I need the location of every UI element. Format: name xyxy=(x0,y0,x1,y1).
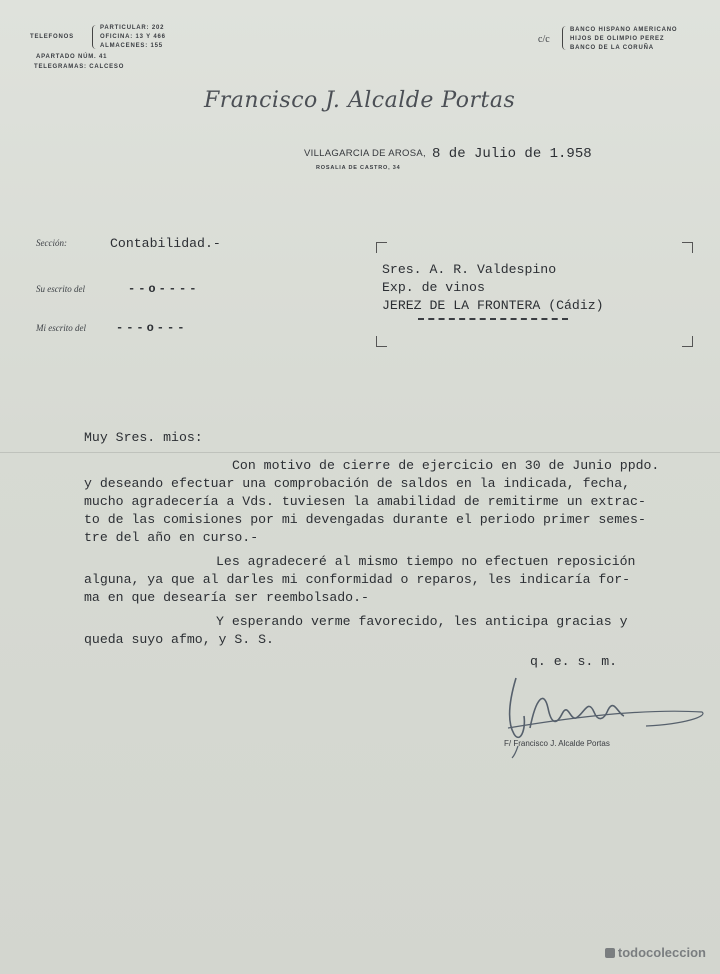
body-line-8: ma en que desearía ser reembolsado.- xyxy=(84,590,369,605)
body-line-9: Y esperando verme favorecido, les anticipa gracias y xyxy=(216,614,628,629)
phone-oficina: OFICINA: 13 Y 466 xyxy=(100,34,166,40)
body-line-2: y deseando efectuar una comprobación de saldos en la indicada, fecha, xyxy=(84,476,631,491)
apartado: APARTADO NÚM. 41 xyxy=(36,54,108,60)
recipient-city: JEREZ DE LA FRONTERA (Cádiz) xyxy=(382,298,604,313)
watermark-text: todocoleccion xyxy=(617,945,706,960)
body-line-10: queda suyo afmo, y S. S. xyxy=(84,632,274,647)
watermark-icon xyxy=(605,948,615,958)
company-name: Francisco J. Alcalde Portas xyxy=(204,88,516,113)
address-corner-bl xyxy=(376,336,387,347)
telefonos-label: TELEFONOS xyxy=(30,34,74,40)
telegramas: TELEGRAMAS: CALCESO xyxy=(34,64,125,70)
recipient-business: Exp. de vinos xyxy=(382,280,485,295)
body-line-7: alguna, ya que al darles mi conformidad o reparos, les indicaría for- xyxy=(84,572,631,587)
cc-label: c/c xyxy=(538,34,550,45)
recipient-name: Sres. A. R. Valdespino xyxy=(382,262,557,277)
body-line-5: tre del año en curso.- xyxy=(84,530,259,545)
seccion-value: Contabilidad.- xyxy=(110,236,221,251)
fold-line xyxy=(0,452,720,453)
bank-3: BANCO DE LA CORUÑA xyxy=(570,45,654,51)
place: VILLAGARCIA DE AROSA, xyxy=(304,148,426,159)
letter-date: 8 de Julio de 1.958 xyxy=(432,146,592,162)
body-line-1: Con motivo de cierre de ejercicio en 30 de Junio ppdo. xyxy=(232,458,660,473)
phone-brace xyxy=(92,25,98,49)
recipient-underline xyxy=(418,318,568,320)
banks-brace xyxy=(562,26,568,50)
closing-abbrev: q. e. s. m. xyxy=(530,654,618,669)
su-escrito-value: --o---- xyxy=(128,282,200,296)
street-address: ROSALIA DE CASTRO, 34 xyxy=(316,165,401,171)
su-escrito-label: Su escrito del xyxy=(36,284,85,294)
seccion-label: Sección: xyxy=(36,238,67,248)
body-line-6: Les agradeceré al mismo tiempo no efectuen reposición xyxy=(216,554,636,569)
bank-2: HIJOS DE OLIMPIO PEREZ xyxy=(570,36,665,42)
address-corner-tl xyxy=(376,242,387,253)
phone-particular: PARTICULAR: 202 xyxy=(100,25,165,31)
signed-by: F/ Francisco J. Alcalde Portas xyxy=(504,739,610,748)
body-line-4: to de las comisiones por mi devengadas durante el periodo primer semes- xyxy=(84,512,646,527)
mi-escrito-value: ---o--- xyxy=(116,321,188,335)
address-corner-br xyxy=(682,336,693,347)
body-line-3: mucho agradecería a Vds. tuviesen la amabilidad de remitirme un extrac- xyxy=(84,494,646,509)
address-corner-tr xyxy=(682,242,693,253)
phone-almacenes: ALMACENES: 155 xyxy=(100,43,163,49)
salutation: Muy Sres. mios: xyxy=(84,430,203,445)
mi-escrito-label: Mi escrito del xyxy=(36,323,86,333)
bank-1: BANCO HISPANO AMERICANO xyxy=(570,27,678,33)
watermark-logo xyxy=(605,945,706,960)
